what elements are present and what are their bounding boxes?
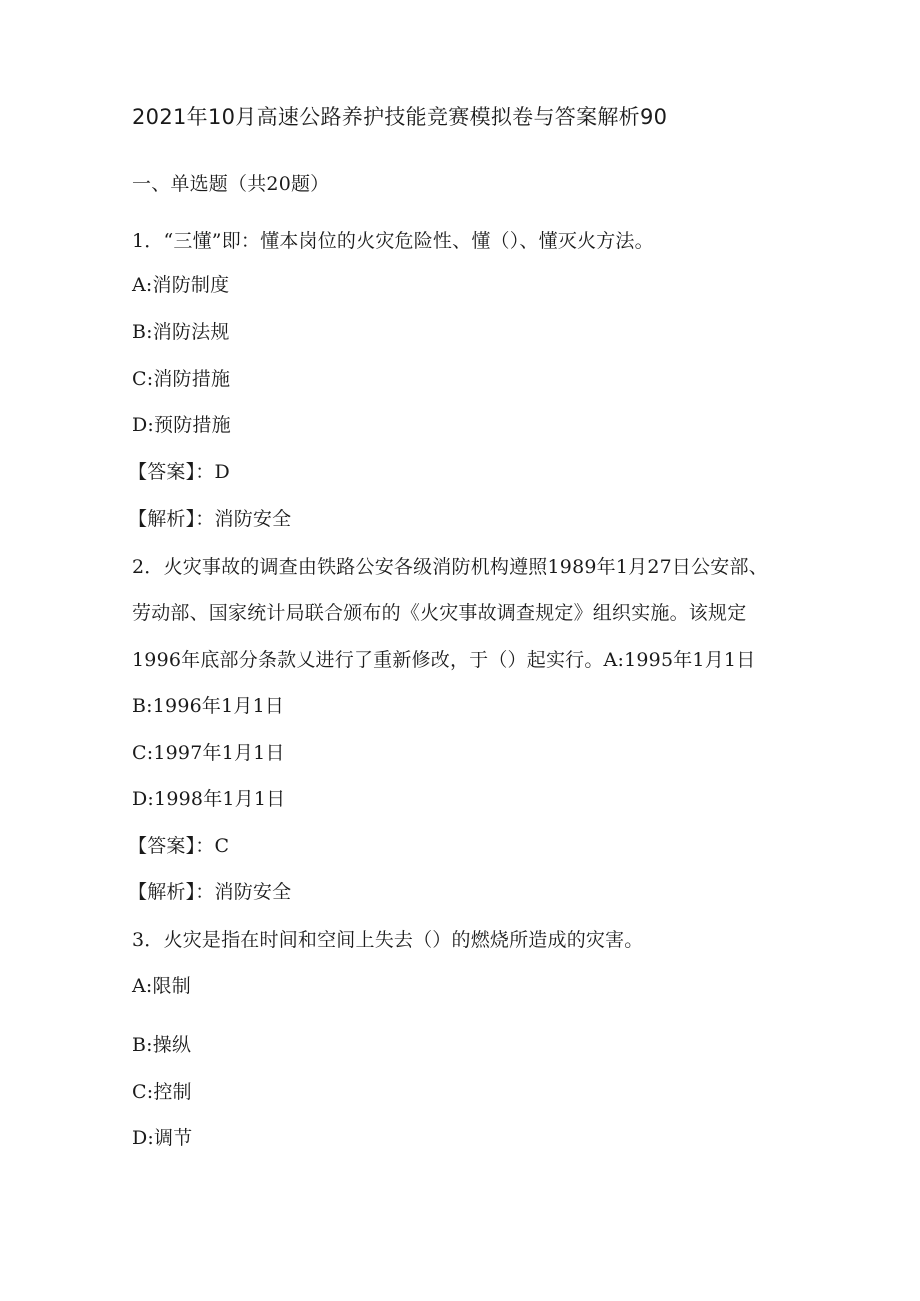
- question-3-option-a: A:限制: [132, 975, 191, 997]
- section-heading: 一、单选题（共20题）: [132, 173, 330, 195]
- question-2-answer: 【答案】：C: [128, 835, 230, 857]
- question-2-stem-line-3: 1996年底部分条款乂进行了重新修改，于（）起实行。A:1995年1月1日: [132, 649, 756, 671]
- question-1-answer: 【答案】：D: [128, 461, 230, 483]
- question-2-option-c: C:1997年1月1日: [132, 742, 285, 764]
- question-2-stem-line-1: 2．火灾事故的调查由铁路公安各级消防机构遵照1989年1月27日公安部、: [132, 556, 768, 578]
- question-2-option-d: D:1998年1月1日: [132, 788, 286, 810]
- document-title: 2021年10月高速公路养护技能竞赛模拟卷与答案解析90: [132, 105, 668, 129]
- question-2-stem-line-2: 劳动部、国家统计局联合颁布的《火灾事故调查规定》组织实施。该规定: [132, 602, 747, 624]
- question-1-option-a: A:消防制度: [132, 274, 230, 296]
- question-1-option-d: D:预防措施: [132, 414, 231, 436]
- question-3-option-c: C:控制: [132, 1081, 192, 1103]
- question-1-option-b: B:消防法规: [132, 321, 230, 343]
- question-3-option-d: D:调节: [132, 1127, 193, 1149]
- question-3-stem: 3．火灾是指在时间和空间上失去（）的燃烧所造成的灾害。: [132, 929, 644, 951]
- question-2-analysis: 【解析】：消防安全: [128, 881, 292, 903]
- question-1-stem: 1．“三懂”即：懂本岗位的火灾危险性、懂（）、懂灭火方法。: [132, 230, 654, 252]
- question-3-option-b: B:操纵: [132, 1034, 192, 1056]
- question-2-option-b: B:1996年1月1日: [132, 695, 285, 717]
- question-1-option-c: C:消防措施: [132, 368, 231, 390]
- question-1-analysis: 【解析】：消防安全: [128, 508, 292, 530]
